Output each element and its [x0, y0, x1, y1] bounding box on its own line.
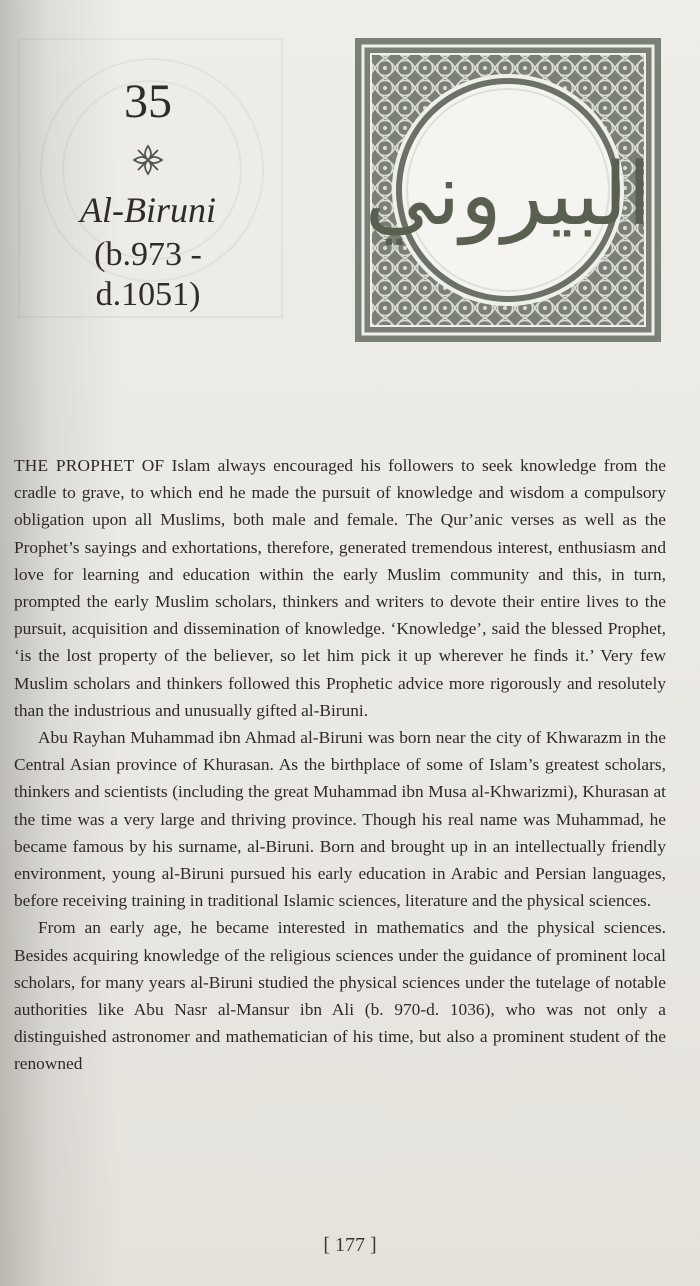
chapter-body [14, 452, 666, 1078]
body-paragraph [14, 914, 666, 1077]
body-paragraph [14, 724, 666, 914]
calligraphy-text: البيروني [364, 145, 652, 245]
paragraph-text: Abu Rayhan Muhammad ibn Ahmad al-Biruni was born near the city of Khwarazm in the Central Asian province of Khurasan. As the birthplace of some of Islam’s greatest scholars, thinkers and scientists (including the great Muhammad ibn Musa al-Khwarizmi), Khurasan at the time was a very large and thriving province. Though his real name was Muhammad, he became famous by his surname, al-Biruni. Born and brought up in an intellectually friendly environment, young al-Biruni pursued his early education in Arabic and Persian languages, before receiving training in traditional Islamic sciences, literature and the physical sciences. [14, 728, 666, 911]
calligraphy-panel [355, 38, 661, 342]
chapter-heading [38, 75, 258, 316]
paragraph-text: Islam always encouraged his followers to seek knowledge from the cradle to grave, to which end he made the pursuit of knowledge and wisdom a compulsory obligation upon all Muslims, both male and female. The Qur’anic verses as well as the Prophet’s sayings and exhortations, therefore, generated tremendous interest, enthusiasm and love for learning and education within the early Muslim community and this, in turn, prompted the early Muslim scholars, thinkers and writers to devote their entire lives to the pursuit, acquisition and dissemination of knowledge. ‘Knowledge’, said the blessed Prophet, ‘is the lost property of the believer, so let him pick it up wherever he finds it.’ Very few Muslim scholars and thinkers followed this Prophetic advice more rigorously and resolutely than the industrious and unusually gifted al-Biruni. [14, 456, 666, 720]
body-paragraph [14, 452, 666, 724]
paragraph-lead: THE PROPHET OF [14, 456, 165, 475]
floral-ornament-icon [132, 144, 164, 176]
chapter-dates: (b.973 - d.1051) [94, 235, 202, 314]
chapter-number: 35 [124, 75, 172, 128]
page-number: [ 177 ] [323, 1234, 377, 1256]
paragraph-text: From an early age, he became interested in mathematics and the physical sciences. Besides acquiring knowledge of the religious sciences under the guidance of prominent local scholars, for many years al-Biruni studied the physical sciences under the tutelage of notable authorities like Abu Nasr al-Mansur ibn Ali (b. 970-d. 1036), who was not only a distinguished astronomer and mathematician of his time, but also a prominent student of the renowned [14, 918, 666, 1074]
chapter-title: Al-Biruni [80, 190, 216, 230]
calligraphy-medallion [355, 38, 661, 342]
